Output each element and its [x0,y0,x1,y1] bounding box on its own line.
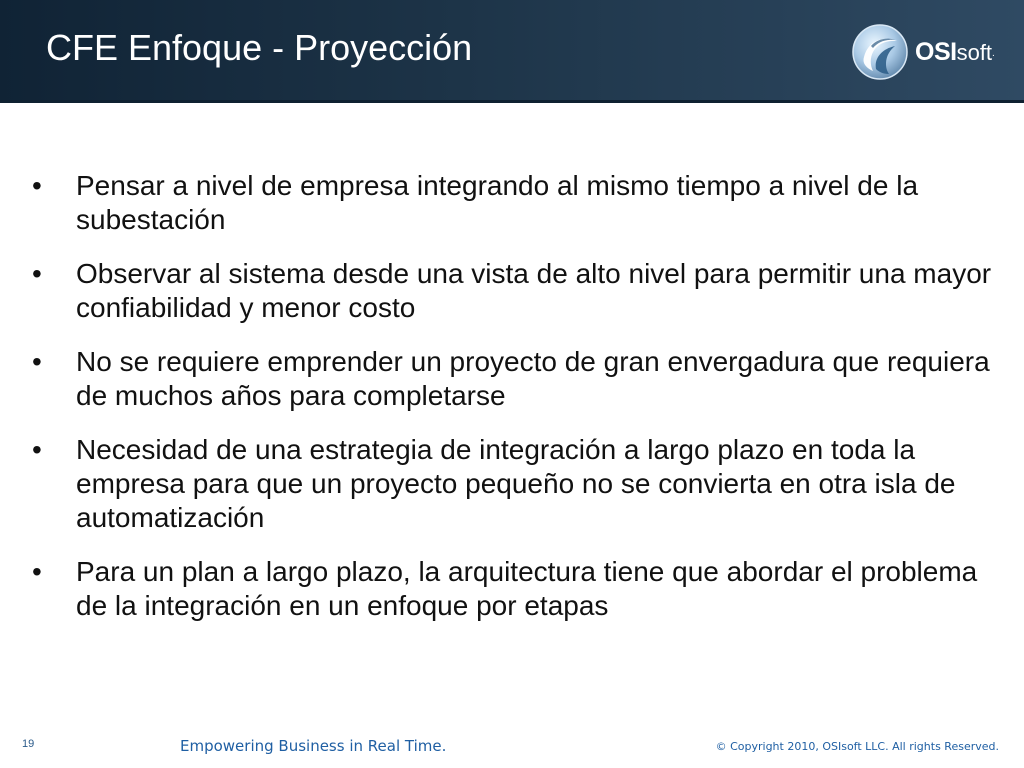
slide-title: CFE Enfoque - Proyección [46,27,473,68]
bullet-marker: • [32,434,42,465]
logo-mark: . [992,48,995,59]
bullet-text: Pensar a nivel de empresa integrando al mismo tiempo a nivel de la subestación [76,170,919,235]
bullet-marker: • [32,556,42,587]
bullet-text: No se requiere emprender un proyecto de gran envergadura que requiera de muchos años para completarse [76,346,990,411]
osisoft-swirl-logo-icon [852,24,908,80]
bullet-text: Para un plan a largo plazo, la arquitectura tiene que abordar el problema de la integración en un enfoque por etapas [76,556,978,621]
osisoft-logo [852,24,1012,80]
footer-copyright: © Copyright 2010, OSIsoft LLC. All rights Reserved. [715,740,999,753]
bullet-marker: • [32,346,42,377]
footer-tagline: Empowering Business in Real Time. [180,737,447,755]
bullet-item [32,345,992,413]
bullet-marker: • [32,258,42,289]
bullet-marker: • [32,170,42,201]
bullet-text: Observar al sistema desde una vista de alto nivel para permitir una mayor confiabilidad y menor costo [76,258,992,323]
logo-text-light: soft [956,40,993,65]
logo-text-bold: OSI [915,38,957,66]
header-banner [0,0,1024,103]
bullet-item [32,555,992,623]
bullet-item [32,433,992,535]
bullet-item [32,169,992,237]
logo-wordmark [915,37,995,67]
bullet-list [32,169,992,643]
bullet-item [32,257,992,325]
bullet-text: Necesidad de una estrategia de integración a largo plazo en toda la empresa para que un proyecto pequeño no se convierta en otra isla de automatización [76,434,956,533]
page-number: 19 [22,738,35,750]
